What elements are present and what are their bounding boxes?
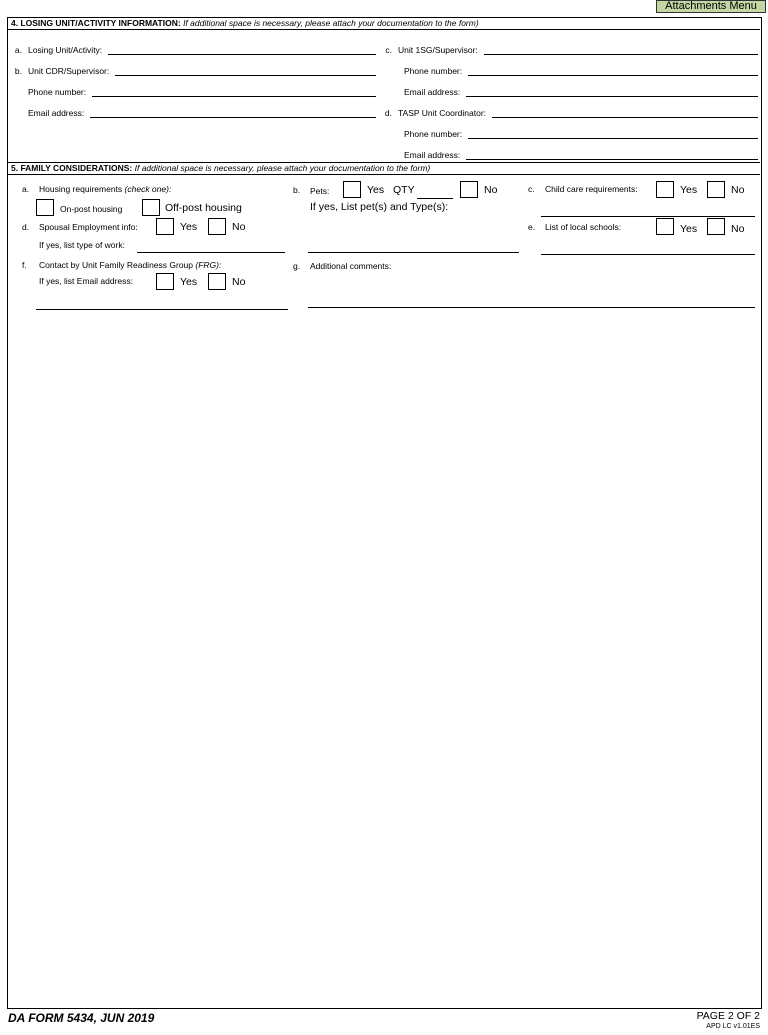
frg-yes-label: Yes <box>180 276 198 288</box>
unit-cdr-field[interactable] <box>115 66 376 76</box>
pets-qty-field[interactable] <box>417 198 453 199</box>
child-care-no-checkbox[interactable] <box>707 181 725 198</box>
off-post-housing-checkbox[interactable] <box>142 199 160 216</box>
pets-no-checkbox[interactable] <box>460 181 478 198</box>
housing-hint: (check one): <box>124 184 172 194</box>
tasp-coordinator-field[interactable] <box>492 108 758 118</box>
tasp-phone-field[interactable] <box>468 129 758 139</box>
frg-no-checkbox[interactable] <box>208 273 226 290</box>
frg-email-field[interactable] <box>36 309 288 310</box>
work-type-label: If yes, list type of work: <box>39 240 125 250</box>
local-schools-no-label: No <box>731 223 745 235</box>
spousal-employment-no-checkbox[interactable] <box>208 218 226 235</box>
child-care-yes-checkbox[interactable] <box>656 181 674 198</box>
pets-yes-checkbox[interactable] <box>343 181 361 198</box>
item-letter: d. <box>384 108 392 118</box>
tasp-email-label: Email address: <box>404 150 461 160</box>
cdr-phone-row <box>28 83 376 97</box>
section5-note: If additional space is necessary, please attach your documentation to the form) <box>134 163 431 173</box>
on-post-housing-checkbox[interactable] <box>36 199 54 216</box>
cdr-email-row <box>28 104 376 118</box>
losing-unit-row <box>8 41 376 55</box>
1sg-phone-row <box>404 62 758 76</box>
1sg-email-row <box>404 83 758 97</box>
cdr-email-field[interactable] <box>90 108 376 118</box>
item-letter: g. <box>293 261 301 271</box>
spousal-employment-label: Spousal Employment info: <box>39 222 138 232</box>
on-post-housing-label: On-post housing <box>60 204 123 214</box>
unit-1sg-row <box>378 41 758 55</box>
pets-no-label: No <box>484 184 498 196</box>
page-number: PAGE 2 OF 2 <box>696 1010 760 1022</box>
pets-list-field[interactable] <box>308 252 519 253</box>
pets-label: Pets: <box>310 186 330 196</box>
tasp-phone-label: Phone number: <box>404 129 463 139</box>
item-letter: b. <box>14 66 22 76</box>
section4-header <box>8 18 760 30</box>
section5-title: 5. FAMILY CONSIDERATIONS: <box>11 163 133 173</box>
frg-hint: (FRG): <box>195 260 222 270</box>
item-letter: e. <box>528 222 536 232</box>
housing-label <box>39 184 171 194</box>
cdr-phone-field[interactable] <box>92 87 376 97</box>
child-care-field[interactable] <box>541 216 755 217</box>
local-schools-yes-checkbox[interactable] <box>656 218 674 235</box>
housing-label-text: Housing requirements <box>39 184 123 194</box>
item-letter: f. <box>22 260 27 270</box>
local-schools-field[interactable] <box>541 254 755 255</box>
tasp-coordinator-label: TASP Unit Coordinator: <box>398 108 487 118</box>
section4-note: If additional space is necessary, please attach your documentation to the form) <box>183 18 479 28</box>
attachments-menu-button[interactable]: Attachments Menu <box>656 0 766 13</box>
work-type-field[interactable] <box>137 252 285 253</box>
1sg-phone-label: Phone number: <box>404 66 463 76</box>
local-schools-label: List of local schools: <box>545 222 622 232</box>
losing-unit-field[interactable] <box>108 45 376 55</box>
additional-comments-field[interactable] <box>308 307 755 308</box>
form-frame <box>7 17 762 1009</box>
frg-contact-label-text: Contact by Unit Family Readiness Group <box>39 260 194 270</box>
item-letter: c. <box>385 45 392 55</box>
unit-1sg-label: Unit 1SG/Supervisor: <box>398 45 478 55</box>
pets-yes-label: Yes <box>367 184 385 196</box>
unit-cdr-row <box>8 62 376 76</box>
frg-no-label: No <box>232 276 246 288</box>
off-post-housing-label: Off-post housing <box>165 202 242 214</box>
item-letter: c. <box>528 184 535 194</box>
item-letter: b. <box>293 185 301 195</box>
frg-contact-label <box>39 260 221 270</box>
spousal-employment-yes-label: Yes <box>180 221 198 233</box>
pets-qty-label: QTY <box>393 184 415 196</box>
tasp-email-row <box>404 146 758 160</box>
spousal-employment-no-label: No <box>232 221 246 233</box>
section5-header <box>8 163 760 175</box>
additional-comments-label: Additional comments: <box>310 261 392 271</box>
child-care-no-label: No <box>731 184 745 196</box>
frg-yes-checkbox[interactable] <box>156 273 174 290</box>
spousal-employment-yes-checkbox[interactable] <box>156 218 174 235</box>
tasp-coordinator-row <box>378 104 758 118</box>
1sg-email-field[interactable] <box>466 87 758 97</box>
losing-unit-label: Losing Unit/Activity: <box>28 45 103 55</box>
item-letter: a. <box>14 45 22 55</box>
form-name: DA FORM 5434, JUN 2019 <box>8 1011 155 1025</box>
local-schools-no-checkbox[interactable] <box>707 218 725 235</box>
tasp-phone-row <box>404 125 758 139</box>
pets-list-label: If yes, List pet(s) and Type(s): <box>310 201 449 213</box>
local-schools-yes-label: Yes <box>680 223 698 235</box>
tasp-email-field[interactable] <box>466 150 758 160</box>
cdr-phone-label: Phone number: <box>28 87 87 97</box>
1sg-phone-field[interactable] <box>468 66 758 76</box>
child-care-label: Child care requirements: <box>545 184 638 194</box>
cdr-email-label: Email address: <box>28 108 85 118</box>
section4-title: 4. LOSING UNIT/ACTIVITY INFORMATION: <box>11 18 181 28</box>
version-label: APD LC v1.01ES <box>706 1023 760 1030</box>
unit-cdr-label: Unit CDR/Supervisor: <box>28 66 110 76</box>
item-letter: a. <box>22 184 30 194</box>
unit-1sg-field[interactable] <box>484 45 758 55</box>
frg-email-label: If yes, list Email address: <box>39 276 134 286</box>
child-care-yes-label: Yes <box>680 184 698 196</box>
item-letter: d. <box>22 222 30 232</box>
1sg-email-label: Email address: <box>404 87 461 97</box>
